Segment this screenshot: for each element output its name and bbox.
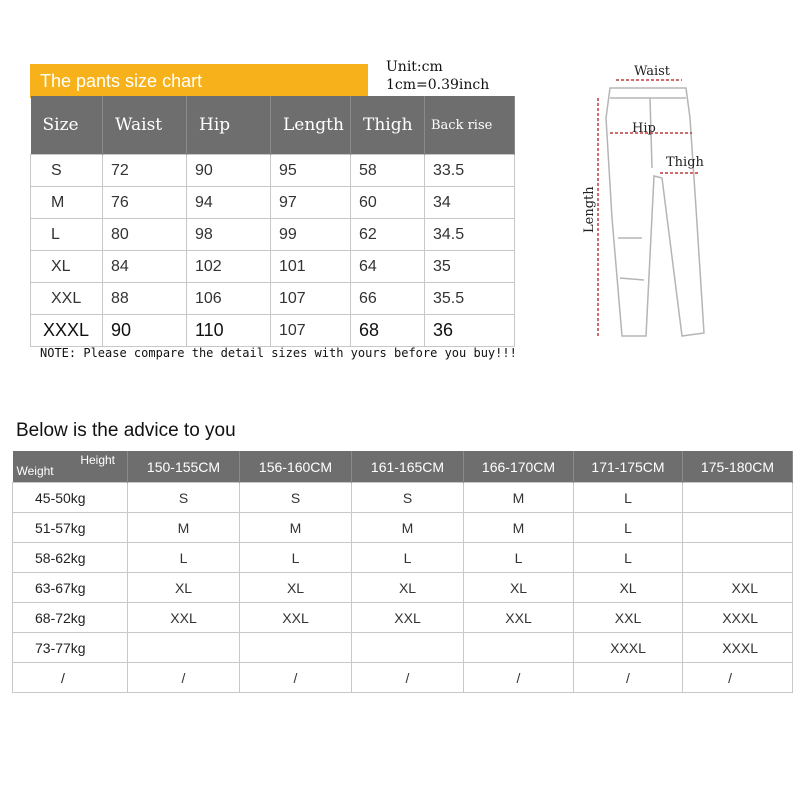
table-cell: 80 bbox=[103, 219, 187, 251]
table-cell: / bbox=[128, 663, 240, 693]
unit-line-inch: 1cm=0.39inch bbox=[386, 77, 490, 93]
table-cell: 35.5 bbox=[425, 283, 515, 315]
table-row bbox=[13, 483, 793, 513]
table-cell: 90 bbox=[103, 315, 187, 347]
table-cell: M bbox=[240, 513, 352, 543]
table-cell: XXL bbox=[31, 283, 103, 315]
table-cell: 36 bbox=[425, 315, 515, 347]
table-cell: 101 bbox=[271, 251, 351, 283]
table-row bbox=[13, 573, 793, 603]
header-height: 161-165CM bbox=[352, 451, 464, 483]
table-row bbox=[31, 315, 515, 347]
table-cell: XL bbox=[240, 573, 352, 603]
table-cell bbox=[683, 513, 793, 543]
table-cell: XXL bbox=[128, 603, 240, 633]
unit-info bbox=[386, 58, 489, 94]
table-cell: / bbox=[464, 663, 574, 693]
table-cell bbox=[352, 633, 464, 663]
table-cell: / bbox=[683, 663, 793, 693]
header-height: 150-155CM bbox=[128, 451, 240, 483]
table-cell: L bbox=[31, 219, 103, 251]
table-cell: 34 bbox=[425, 187, 515, 219]
table-row bbox=[31, 219, 515, 251]
thigh-label: Thigh bbox=[666, 155, 704, 170]
advice-header-row bbox=[13, 451, 793, 483]
table-cell: M bbox=[128, 513, 240, 543]
table-cell: 66 bbox=[351, 283, 425, 315]
header-length: Length bbox=[271, 96, 351, 155]
table-cell: XL bbox=[352, 573, 464, 603]
table-cell: 33.5 bbox=[425, 155, 515, 187]
table-cell: XXXL bbox=[31, 315, 103, 347]
hip-label: Hip bbox=[632, 121, 656, 136]
table-cell: XL bbox=[31, 251, 103, 283]
table-cell: XXXL bbox=[683, 633, 793, 663]
table-cell: 95 bbox=[271, 155, 351, 187]
table-cell: L bbox=[128, 543, 240, 573]
unit-line-cm: Unit:cm bbox=[386, 59, 443, 75]
pants-diagram bbox=[570, 58, 710, 358]
table-row bbox=[31, 251, 515, 283]
table-cell: 35 bbox=[425, 251, 515, 283]
weight-cell: 58-62kg bbox=[13, 543, 128, 573]
weight-cell: / bbox=[13, 663, 128, 693]
table-row bbox=[13, 513, 793, 543]
table-row bbox=[31, 155, 515, 187]
table-cell: L bbox=[574, 543, 683, 573]
header-height: 156-160CM bbox=[240, 451, 352, 483]
weight-cell: 51-57kg bbox=[13, 513, 128, 543]
table-cell: 68 bbox=[351, 315, 425, 347]
table-cell: 84 bbox=[103, 251, 187, 283]
table-cell: XL bbox=[128, 573, 240, 603]
table-cell: 88 bbox=[103, 283, 187, 315]
table-row bbox=[31, 283, 515, 315]
header-hip: Hip bbox=[187, 96, 271, 155]
size-note: NOTE: Please compare the detail sizes with yours before you buy!!! bbox=[40, 346, 517, 360]
corner-height-label: Height bbox=[80, 453, 115, 467]
table-cell: XXL bbox=[240, 603, 352, 633]
corner-weight-label: Weight bbox=[16, 464, 54, 478]
header-back-rise: Back rise bbox=[425, 96, 515, 155]
header-waist: Waist bbox=[103, 96, 187, 155]
header-size: Size bbox=[31, 96, 103, 155]
header-thigh: Thigh bbox=[351, 96, 425, 155]
waist-label: Waist bbox=[634, 64, 671, 79]
table-row bbox=[13, 543, 793, 573]
table-cell: S bbox=[352, 483, 464, 513]
table-cell: L bbox=[574, 483, 683, 513]
table-cell: / bbox=[574, 663, 683, 693]
table-row bbox=[13, 633, 793, 663]
table-row bbox=[31, 187, 515, 219]
table-row bbox=[13, 603, 793, 633]
weight-cell: 63-67kg bbox=[13, 573, 128, 603]
table-cell: 110 bbox=[187, 315, 271, 347]
advice-title: Below is the advice to you bbox=[16, 420, 236, 441]
table-cell: S bbox=[240, 483, 352, 513]
table-cell: S bbox=[31, 155, 103, 187]
table-cell: 76 bbox=[103, 187, 187, 219]
table-cell: 90 bbox=[187, 155, 271, 187]
table-cell: XXL bbox=[683, 573, 793, 603]
table-cell bbox=[240, 633, 352, 663]
table-cell: 99 bbox=[271, 219, 351, 251]
table-cell bbox=[464, 633, 574, 663]
table-cell: S bbox=[128, 483, 240, 513]
table-cell bbox=[683, 543, 793, 573]
header-height: 171-175CM bbox=[574, 451, 683, 483]
header-height: 166-170CM bbox=[464, 451, 574, 483]
table-cell: 107 bbox=[271, 283, 351, 315]
length-label: Length bbox=[582, 186, 597, 233]
weight-cell: 45-50kg bbox=[13, 483, 128, 513]
table-cell: M bbox=[464, 513, 574, 543]
table-cell: 64 bbox=[351, 251, 425, 283]
table-cell: XXXL bbox=[683, 603, 793, 633]
table-cell: 94 bbox=[187, 187, 271, 219]
size-chart-header-row bbox=[31, 96, 515, 155]
table-cell: 34.5 bbox=[425, 219, 515, 251]
table-cell: 102 bbox=[187, 251, 271, 283]
header-height: 175-180CM bbox=[683, 451, 793, 483]
size-chart-table bbox=[30, 96, 515, 347]
table-cell: 98 bbox=[187, 219, 271, 251]
table-cell: 72 bbox=[103, 155, 187, 187]
table-row bbox=[13, 663, 793, 693]
table-cell: L bbox=[574, 513, 683, 543]
table-cell: 107 bbox=[271, 315, 351, 347]
table-cell: 62 bbox=[351, 219, 425, 251]
table-cell: XL bbox=[464, 573, 574, 603]
table-cell: M bbox=[31, 187, 103, 219]
table-cell: XXL bbox=[352, 603, 464, 633]
table-cell bbox=[128, 633, 240, 663]
header-corner bbox=[13, 451, 128, 483]
advice-table bbox=[12, 451, 793, 693]
table-cell: L bbox=[464, 543, 574, 573]
weight-cell: 68-72kg bbox=[13, 603, 128, 633]
table-cell: M bbox=[464, 483, 574, 513]
table-cell: XXL bbox=[574, 603, 683, 633]
table-cell: 97 bbox=[271, 187, 351, 219]
size-chart-title: The pants size chart bbox=[30, 64, 368, 98]
table-cell bbox=[683, 483, 793, 513]
weight-cell: 73-77kg bbox=[13, 633, 128, 663]
table-cell: 106 bbox=[187, 283, 271, 315]
table-cell: / bbox=[240, 663, 352, 693]
table-cell: XXL bbox=[464, 603, 574, 633]
table-cell: L bbox=[352, 543, 464, 573]
table-cell: 60 bbox=[351, 187, 425, 219]
table-cell: XL bbox=[574, 573, 683, 603]
table-cell: / bbox=[352, 663, 464, 693]
table-cell: XXXL bbox=[574, 633, 683, 663]
table-cell: M bbox=[352, 513, 464, 543]
table-cell: L bbox=[240, 543, 352, 573]
table-cell: 58 bbox=[351, 155, 425, 187]
